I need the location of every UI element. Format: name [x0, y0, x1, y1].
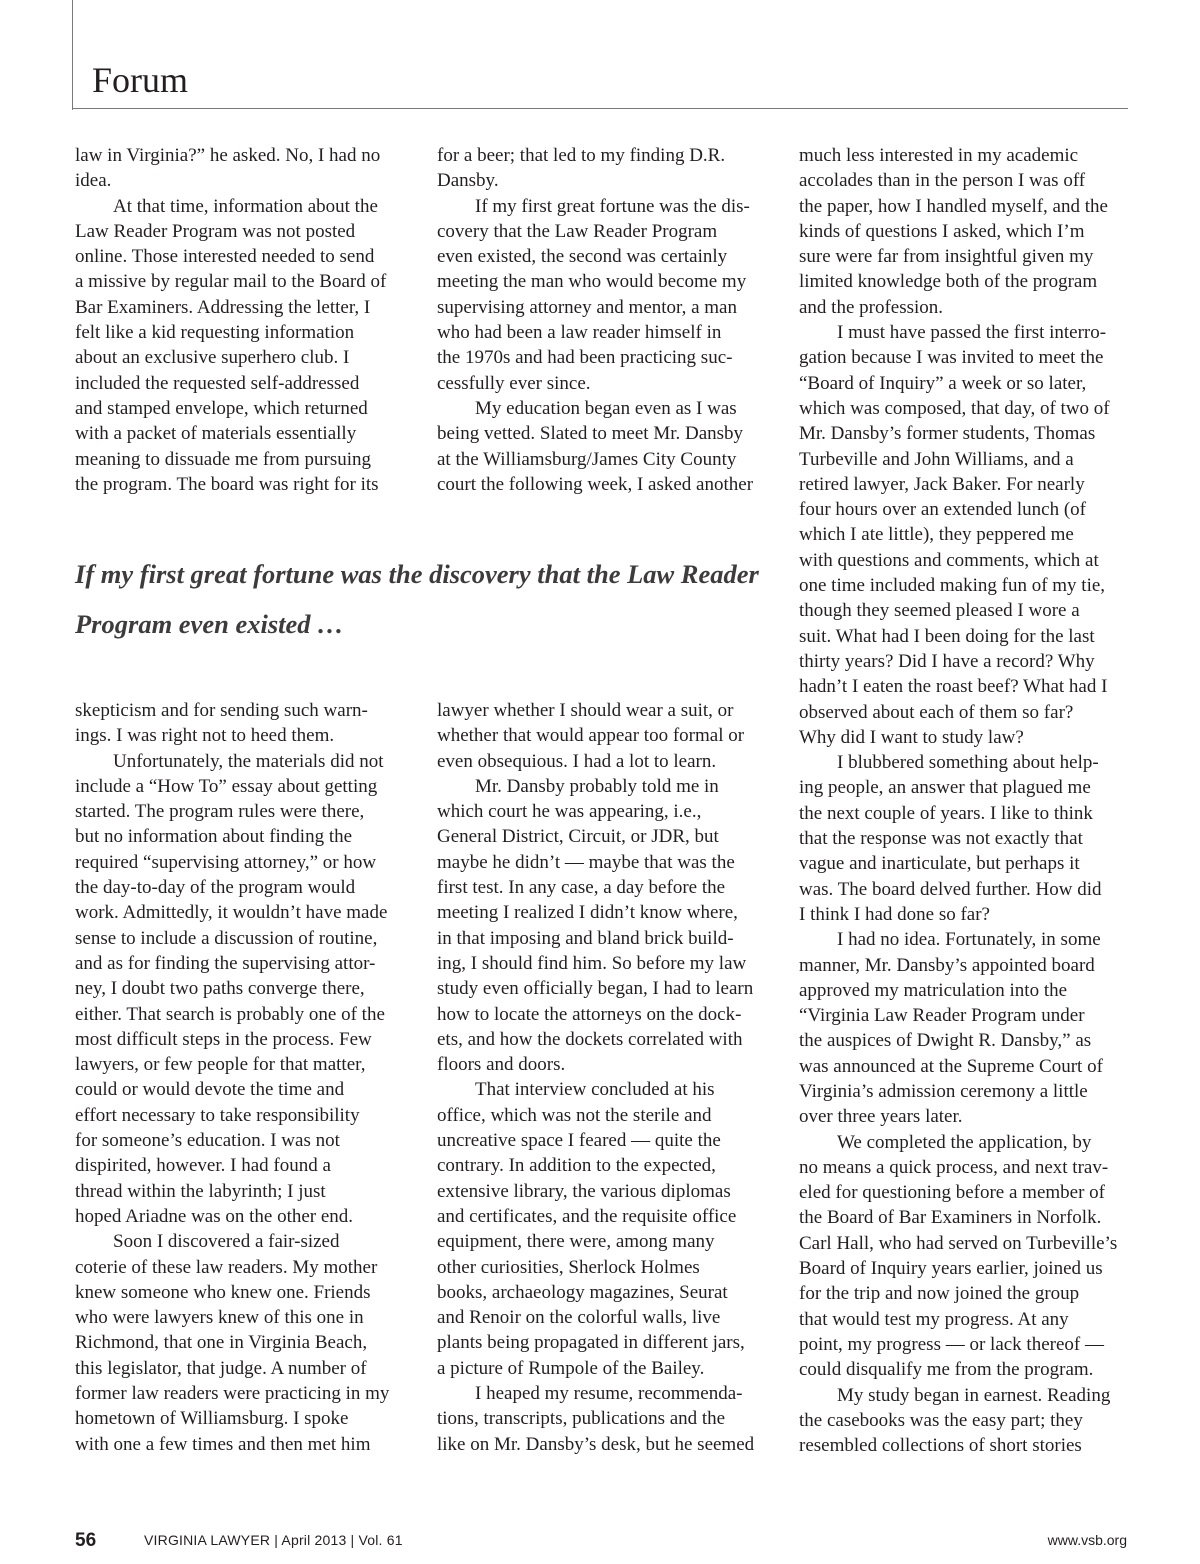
- text-line: the program. The board was right for its: [75, 473, 379, 495]
- text-line: ets, and how the dockets correlated with: [437, 1028, 743, 1050]
- text-line: retired lawyer, Jack Baker. For nearly: [799, 473, 1085, 495]
- text-line: coterie of these law readers. My mother: [75, 1256, 378, 1278]
- text-line: was. The board delved further. How did: [799, 878, 1102, 900]
- text-line: and as for finding the supervising attor-: [75, 952, 376, 974]
- text-line: law in Virginia?” he asked. No, I had no: [75, 145, 381, 166]
- text-line: in that imposing and bland brick build-: [437, 927, 734, 949]
- text-line: I heaped my resume, recommenda-: [475, 1383, 743, 1405]
- text-line: former law readers were practicing in my: [75, 1383, 390, 1405]
- text-line: which I ate little), they peppered me: [799, 524, 1074, 546]
- text-line: maybe he didn’t — maybe that was the: [437, 851, 735, 873]
- page-number: 56: [75, 1530, 97, 1551]
- section-title: Forum: [92, 60, 189, 100]
- text-line: and certificates, and the requisite office: [437, 1205, 737, 1227]
- text-line: most difficult steps in the process. Few: [75, 1028, 372, 1050]
- text-line: with a packet of materials essentially: [75, 423, 357, 445]
- text-line: “Board of Inquiry” a week or so later,: [799, 372, 1087, 394]
- text-line: other curiosities, Sherlock Holmes: [437, 1256, 700, 1278]
- text-line: the 1970s and had been practicing suc-: [437, 347, 733, 369]
- text-line: sure were far from insightful given my: [799, 246, 1094, 268]
- text-line: could disqualify me from the program.: [799, 1359, 1094, 1381]
- text-line: skepticism and for sending such warn-: [75, 700, 368, 721]
- text-line: this legislator, that judge. A number of: [75, 1357, 367, 1379]
- text-line: study even officially began, I had to learn: [437, 978, 754, 1000]
- column-3-text: [799, 143, 1117, 1458]
- text-line: being vetted. Slated to meet Mr. Dansby: [437, 423, 744, 445]
- header-vertical-rule: [72, 0, 73, 110]
- text-line: with one a few times and then met him: [75, 1433, 371, 1455]
- text-line: tions, transcripts, publications and the: [437, 1408, 726, 1430]
- text-line: Unfortunately, the materials did not: [113, 750, 384, 772]
- text-line: books, archaeology magazines, Seurat: [437, 1281, 728, 1303]
- text-line: That interview concluded at his: [475, 1079, 715, 1101]
- text-line: kinds of questions I asked, which I’m: [799, 220, 1085, 242]
- text-line: started. The program rules were there,: [75, 801, 365, 823]
- text-line: for a beer; that led to my finding D.R.: [437, 145, 726, 166]
- text-line: Law Reader Program was not posted: [75, 220, 356, 242]
- text-line: Dansby.: [437, 170, 499, 192]
- text-line: supervising attorney and mentor, a man: [437, 296, 737, 318]
- text-line: the Board of Bar Examiners in Norfolk.: [799, 1207, 1102, 1229]
- text-line: contrary. In addition to the expected,: [437, 1155, 716, 1177]
- text-line: at the Williamsburg/James City County: [437, 448, 737, 470]
- text-line: vague and inarticulate, but perhaps it: [799, 853, 1080, 875]
- text-line: the next couple of years. I like to think: [799, 802, 1093, 824]
- text-line: the auspices of Dwight R. Dansby,” as: [799, 1030, 1092, 1052]
- text-line: work. Admittedly, it wouldn’t have made: [75, 902, 388, 924]
- text-line: that would test my progress. At any: [799, 1308, 1069, 1330]
- text-line: the casebooks was the easy part; they: [799, 1409, 1083, 1431]
- text-line: the day-to-day of the program would: [75, 877, 356, 899]
- text-line: point, my progress — or lack thereof —: [799, 1333, 1104, 1355]
- text-line: resembled collections of short stories: [799, 1435, 1082, 1457]
- text-line: and the profession.: [799, 296, 944, 318]
- text-line: Richmond, that one in Virginia Beach,: [75, 1332, 368, 1354]
- text-line: If my first great fortune was the dis-: [475, 195, 750, 217]
- text-line: much less interested in my academic: [799, 145, 1079, 166]
- text-line: At that time, information about the: [113, 195, 378, 217]
- text-line: ings. I was right not to heed them.: [75, 725, 335, 747]
- text-line: Soon I discovered a fair-sized: [113, 1231, 340, 1253]
- text-line: My study began in earnest. Reading: [837, 1384, 1111, 1406]
- text-line: limited knowledge both of the program: [799, 271, 1098, 293]
- text-line: Bar Examiners. Addressing the letter, I: [75, 296, 371, 318]
- text-line: first test. In any case, a day before the: [437, 877, 726, 899]
- text-line: who had been a law reader himself in: [437, 322, 722, 344]
- text-line: cessfully ever since.: [437, 372, 591, 394]
- text-line: meaning to dissuade me from pursuing: [75, 448, 372, 470]
- text-line: “Virginia Law Reader Program under: [799, 1005, 1085, 1027]
- pull-quote-line: Program even existed …: [75, 609, 344, 639]
- text-line: dispirited, however. I had found a: [75, 1155, 331, 1177]
- text-line: and stamped envelope, which returned: [75, 397, 368, 419]
- text-line: Mr. Dansby probably told me in: [475, 775, 719, 797]
- text-line: Carl Hall, who had served on Turbeville’s: [799, 1232, 1118, 1254]
- text-line: manner, Mr. Dansby’s appointed board: [799, 954, 1095, 976]
- text-line: for someone’s education. I was not: [75, 1130, 340, 1152]
- text-line: gation because I was invited to meet the: [799, 347, 1104, 369]
- column-1-bottom-text: [75, 698, 389, 1457]
- text-line: hadn’t I eaten the roast beef? What had I: [799, 676, 1108, 698]
- website-link[interactable]: www.vsb.org: [1047, 1532, 1127, 1548]
- text-line: meeting I realized I didn’t know where,: [437, 902, 738, 924]
- text-line: hometown of Williamsburg. I spoke: [75, 1408, 349, 1430]
- text-line: lawyers, or few people for that matter,: [75, 1054, 366, 1076]
- text-line: over three years later.: [799, 1106, 963, 1128]
- text-line: with questions and comments, which at: [799, 549, 1099, 571]
- text-line: was announced at the Supreme Court of: [799, 1055, 1103, 1077]
- text-line: Why did I want to study law?: [799, 726, 1024, 748]
- text-line: ing people, an answer that plagued me: [799, 777, 1091, 799]
- text-line: plants being propagated in different jars,: [437, 1332, 745, 1354]
- text-line: for the trip and now joined the group: [799, 1283, 1080, 1305]
- text-line: I blubbered something about help-: [837, 752, 1099, 774]
- text-line: like on Mr. Dansby’s desk, but he seemed: [437, 1433, 755, 1455]
- text-line: a picture of Rumpole of the Bailey.: [437, 1357, 705, 1379]
- text-line: eled for questioning before a member of: [799, 1182, 1105, 1204]
- text-line: Virginia’s admission ceremony a little: [799, 1080, 1088, 1102]
- text-line: which court he was appearing, i.e.,: [437, 801, 702, 823]
- text-line: accolades than in the person I was off: [799, 170, 1086, 192]
- text-line: lawyer whether I should wear a suit, or: [437, 700, 734, 721]
- text-line: meeting the man who would become my: [437, 271, 747, 293]
- text-line: Board of Inquiry years earlier, joined us: [799, 1258, 1103, 1280]
- column-1-top-text: [75, 143, 386, 497]
- text-line: observed about each of them so far?: [799, 701, 1074, 723]
- text-line: hoped Ariadne was on the other end.: [75, 1205, 354, 1227]
- text-line: floors and doors.: [437, 1054, 566, 1076]
- pull-quote-line: If my first great fortune was the discovery that the Law Reader: [75, 559, 759, 589]
- text-line: even existed, the second was certainly: [437, 246, 728, 268]
- text-line: sense to include a discussion of routine,: [75, 927, 378, 949]
- text-line: either. That search is probably one of the: [75, 1003, 385, 1025]
- header-horizontal-rule: [72, 108, 1128, 109]
- text-line: covery that the Law Reader Program: [437, 220, 718, 242]
- text-line: ing, I should find him. So before my law: [437, 952, 747, 974]
- text-line: thread within the labyrinth; I just: [75, 1180, 326, 1202]
- text-line: equipment, there were, among many: [437, 1231, 715, 1253]
- text-line: extensive library, the various diplomas: [437, 1180, 731, 1202]
- text-line: Turbeville and John Williams, and a: [799, 448, 1074, 470]
- text-line: uncreative space I feared — quite the: [437, 1130, 721, 1152]
- pull-quote: [75, 549, 775, 649]
- text-line: felt like a kid requesting information: [75, 322, 355, 344]
- text-line: knew someone who knew one. Friends: [75, 1281, 371, 1303]
- text-line: no means a quick process, and next trav-: [799, 1156, 1109, 1178]
- text-line: thirty years? Did I have a record? Why: [799, 650, 1095, 672]
- text-line: included the requested self-addressed: [75, 372, 360, 394]
- text-line: We completed the application, by: [837, 1131, 1092, 1153]
- text-line: but no information about finding the: [75, 826, 353, 848]
- text-line: who were lawyers knew of this one in: [75, 1307, 364, 1329]
- text-line: the paper, how I handled myself, and the: [799, 195, 1108, 217]
- text-line: approved my matriculation into the: [799, 979, 1068, 1001]
- text-line: whether that would appear too formal or: [437, 725, 745, 747]
- text-line: even obsequious. I had a lot to learn.: [437, 750, 717, 772]
- text-line: ney, I doubt two paths converge there,: [75, 978, 365, 1000]
- text-line: which was composed, that day, of two of: [799, 397, 1110, 419]
- text-line: General District, Circuit, or JDR, but: [437, 826, 719, 848]
- column-2-top-text: [437, 143, 753, 497]
- text-line: include a “How To” essay about getting: [75, 775, 378, 797]
- text-line: how to locate the attorneys on the dock-: [437, 1003, 742, 1025]
- text-line: one time included making fun of my tie,: [799, 575, 1106, 597]
- text-line: that the response was not exactly that: [799, 828, 1083, 850]
- text-line: and Renoir on the colorful walls, live: [437, 1307, 721, 1329]
- text-line: I had no idea. Fortunately, in some: [837, 929, 1101, 951]
- text-line: four hours over an extended lunch (of: [799, 499, 1087, 521]
- text-line: could or would devote the time and: [75, 1079, 345, 1101]
- text-line: office, which was not the sterile and: [437, 1104, 712, 1126]
- text-line: I must have passed the first interro-: [837, 322, 1107, 344]
- text-line: Mr. Dansby’s former students, Thomas: [799, 423, 1096, 445]
- text-line: required “supervising attorney,” or how: [75, 851, 377, 873]
- text-line: suit. What had I been doing for the last: [799, 625, 1095, 647]
- text-line: a missive by regular mail to the Board of: [75, 271, 387, 293]
- text-line: I think I had done so far?: [799, 903, 990, 925]
- text-line: court the following week, I asked another: [437, 473, 754, 495]
- column-2-bottom-text: [437, 698, 754, 1457]
- text-line: idea.: [75, 170, 112, 192]
- text-line: effort necessary to take responsibility: [75, 1104, 360, 1126]
- publication-info: VIRGINIA LAWYER | April 2013 | Vol. 61: [144, 1532, 403, 1548]
- text-line: though they seemed pleased I wore a: [799, 600, 1080, 622]
- text-line: about an exclusive superhero club. I: [75, 347, 350, 369]
- text-line: online. Those interested needed to send: [75, 246, 375, 268]
- text-line: My education began even as I was: [475, 397, 737, 419]
